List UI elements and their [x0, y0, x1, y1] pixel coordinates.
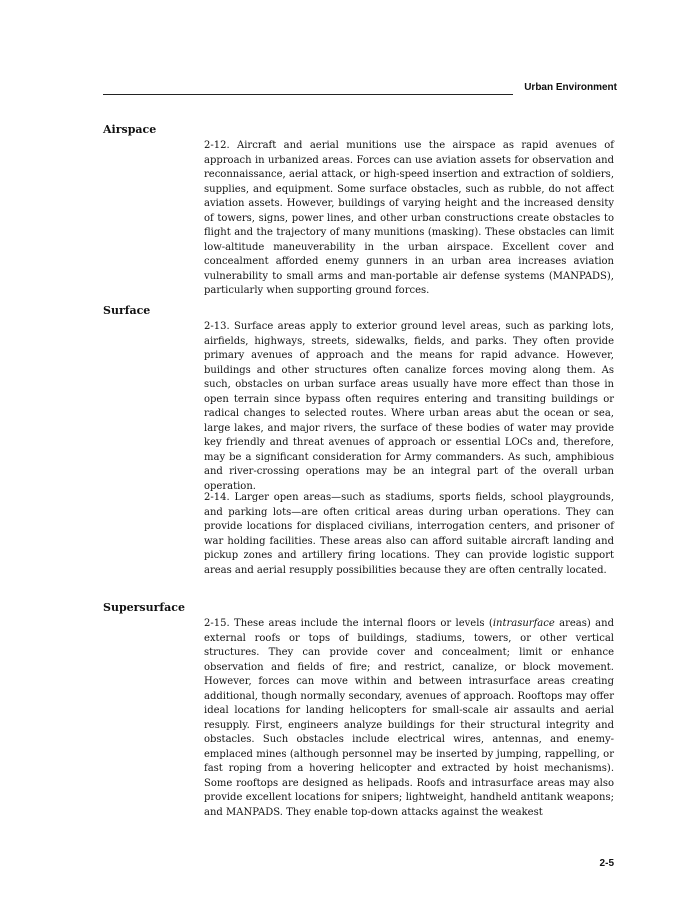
header-rule	[103, 94, 513, 95]
paragraph-2-15-prefix: 2-15. These areas include the internal floors or levels (	[204, 618, 493, 629]
paragraph-2-15-italic-term: intrasurface	[492, 618, 555, 629]
paragraph-2-14: 2-14. Larger open areas—such as stadiums, sports fields, school playgrounds, and parking lots—are often critical areas during urban operations. They can provide locations for displaced civilians, interrogation centers, and prisoner of war holding facilities. These areas also can afford suitable aircraft landing and pickup zones and artillery firing locations. They can provide logistic support areas and aerial resupply possibilities because they are often centrally located.	[204, 492, 614, 576]
running-header-title: Urban Environment	[524, 82, 617, 93]
paragraph-2-15-rest: areas) and external roofs or tops of buildings, stadiums, towers, or other vertical structures. They can provide cover and concealment; limit or enhance observation and fields of fire; and restrict, canalize, or block movement. However, forces can move within and between intrasurface areas creating additional, though normally secondary, avenues of approach. Rooftops may offer ideal locations for landing helicopters for small-scale air assaults and aerial resupply. First, engineers analyze buildings for their structural integrity and obstacles. Such obstacles include electrical wires, antennas, and enemy-emplaced mines (although personnel may be inserted by jumping, rappelling, or fast roping from a hovering helicopter and extracted by hoist mechanisms). Some rooftops are designed as helipads. Roofs and intrasurface areas may also provide excellent locations for snipers; lightweight, handheld antitank weapons; and MANPADS. They enable top-down attacks against the weakest	[204, 618, 614, 818]
paragraph-2-13: 2-13. Surface areas apply to exterior ground level areas, such as parking lots, airfields, highways, streets, sidewalks, fields, and parks. They often provide primary avenues of approach and the means for rapid advance. However, buildings and other structures often canalize forces moving along them. As such, obstacles on urban surface areas usually have more effect than those in open terrain since bypass often requires entering and transiting buildings or radical changes to selected routes. Where urban areas abut the ocean or sea, large lakes, and major rivers, the surface of these bodies of water may provide key friendly and threat avenues of approach or essential LOCs and, therefore, may be a significant consideration for Army commanders. As such, amphibious and river-crossing operations may be an integral part of the overall urban operation.	[204, 321, 614, 492]
page-number: 2-5	[599, 858, 614, 869]
section-heading-surface: Surface	[103, 304, 151, 317]
paragraph-2-15	[204, 617, 614, 820]
section-heading-supersurface: Supersurface	[103, 601, 185, 614]
paragraph-2-12: 2-12. Aircraft and aerial munitions use the airspace as rapid avenues of approach in urbanized areas. Forces can use aviation assets for observation and reconnaissance, aerial attack, or high-speed insertion and extraction of soldiers, supplies, and equipment. Some surface obstacles, such as rubble, do not affect aviation assets. However, buildings of varying height and the increased density of towers, signs, power lines, and other urban constructions create obstacles to flight and the trajectory of many munitions (masking). These obstacles can limit low-altitude maneuverability in the urban airspace. Excellent cover and concealment afforded enemy gunners in an urban area increases aviation vulnerability to small arms and man-portable air defense systems (MANPADS), particularly when supporting ground forces.	[204, 140, 614, 296]
section-heading-airspace: Airspace	[103, 123, 157, 136]
